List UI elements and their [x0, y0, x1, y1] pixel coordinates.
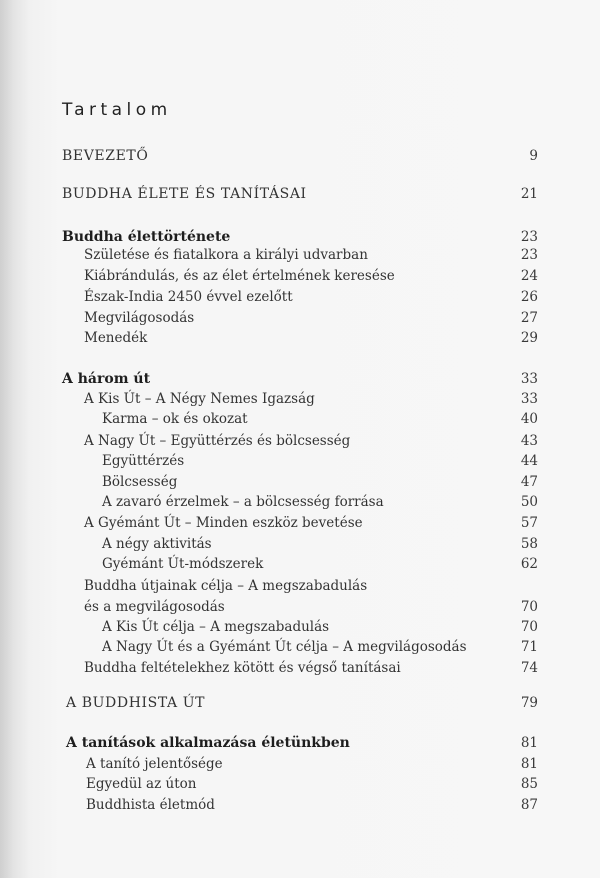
toc-entry-title: Buddha útjainak célja – A megszabadulás — [84, 578, 368, 594]
toc-entry-title: Megvilágosodás — [84, 310, 195, 326]
toc-page-number: 57 — [520, 515, 538, 531]
toc-entry — [0, 513, 600, 533]
toc-entry — [0, 617, 600, 637]
toc-entry — [0, 754, 600, 774]
toc-page-number: 33 — [520, 391, 538, 407]
toc-chapter-title: A három út — [62, 371, 151, 387]
toc-entry — [0, 534, 600, 554]
toc-page-number: 29 — [520, 330, 538, 346]
toc-entry-title: A Nagy Út és a Gyémánt Út célja – A megvilágosodás — [102, 639, 467, 655]
toc-chapter — [0, 369, 600, 389]
toc-chapter — [0, 227, 600, 247]
toc-entry — [0, 576, 600, 596]
toc-chapter — [0, 733, 600, 753]
toc-part-title: A BUDDHISTA ÚT — [66, 695, 206, 711]
toc-page-number: 9 — [529, 148, 538, 164]
toc-page-number: 87 — [520, 797, 538, 813]
toc-part-title: BUDDHA ÉLETE ÉS TANÍTÁSAI — [62, 186, 307, 202]
toc-entry — [0, 245, 600, 265]
toc-entry — [0, 492, 600, 512]
toc-entry-title: és a megvilágosodás — [84, 599, 225, 615]
toc-page-number: 70 — [520, 619, 538, 635]
toc-entry — [0, 451, 600, 471]
toc-entry — [0, 431, 600, 451]
toc-entry-title: A zavaró érzelmek – a bölcsesség forrása — [102, 494, 384, 510]
toc-page-number: 40 — [520, 411, 538, 427]
toc-page-number: 50 — [520, 494, 538, 510]
toc-entry-title: A négy aktivitás — [102, 536, 212, 552]
toc-chapter-title: A tanítások alkalmazása életünkben — [66, 735, 350, 751]
toc-entry — [0, 795, 600, 815]
toc-entry — [0, 472, 600, 492]
toc-entry-title: A Nagy Út – Együttérzés és bölcsesség — [84, 433, 351, 449]
toc-entry — [0, 597, 600, 617]
toc-page-number: 79 — [520, 695, 538, 711]
toc-entry-title: Bölcsesség — [102, 474, 178, 490]
toc-page-number: 33 — [520, 371, 538, 387]
page-title: Tartalom — [62, 100, 172, 120]
toc-entry — [0, 266, 600, 286]
toc-entry-title: Együttérzés — [102, 453, 185, 469]
toc-entry-title: Menedék — [84, 330, 148, 346]
toc-entry — [0, 287, 600, 307]
toc-entry — [0, 658, 600, 678]
toc-page-number: 62 — [520, 556, 538, 572]
toc-entry-title: A Kis Út célja – A megszabadulás — [102, 619, 330, 635]
toc-page-number: 58 — [520, 536, 538, 552]
toc-page-number: 81 — [520, 735, 538, 751]
toc-entry-title: Buddha feltételekhez kötött és végső tanításai — [84, 660, 401, 676]
toc-part — [0, 184, 600, 204]
toc-page-number: 21 — [520, 186, 538, 202]
toc-entry-title: Egyedül az úton — [86, 776, 197, 792]
toc-entry — [0, 308, 600, 328]
toc-entry — [0, 328, 600, 348]
toc-entry-title: Születése és fiatalkora a királyi udvarban — [84, 247, 368, 263]
toc-chapter-title: Buddha élettörténete — [62, 229, 231, 245]
toc-entry — [0, 389, 600, 409]
toc-page-number: 71 — [520, 639, 538, 655]
toc-entry — [0, 554, 600, 574]
toc-page-number: 23 — [520, 247, 538, 263]
toc-entry-title: Észak-India 2450 évvel ezelőtt — [84, 289, 293, 305]
toc-part-title: BEVEZETŐ — [62, 148, 149, 164]
toc-page-number: 85 — [520, 776, 538, 792]
toc-page-number: 81 — [520, 756, 538, 772]
toc-page-number: 47 — [520, 474, 538, 490]
toc-entry — [0, 409, 600, 429]
toc-entry-title: A Kis Út – A Négy Nemes Igazság — [84, 391, 315, 407]
toc-entry-title: Gyémánt Út-módszerek — [102, 556, 264, 572]
toc-page-number: 23 — [520, 229, 538, 245]
toc-part — [0, 146, 600, 166]
toc-page-number: 74 — [520, 660, 538, 676]
toc-entry-title: A tanító jelentősége — [86, 756, 223, 772]
toc-entry-title: A Gyémánt Út – Minden eszköz bevetése — [84, 515, 363, 531]
toc-entry-title: Karma – ok és okozat — [102, 411, 248, 427]
toc-page-number: 24 — [520, 268, 538, 284]
toc-entry-title: Buddhista életmód — [86, 797, 215, 813]
toc-entry — [0, 774, 600, 794]
toc-page-number: 43 — [520, 433, 538, 449]
toc-page-number: 44 — [520, 453, 538, 469]
toc-page-number: 27 — [520, 310, 538, 326]
toc-entry — [0, 637, 600, 657]
toc-part — [0, 693, 600, 713]
toc-entry-title: Kiábrándulás, és az élet értelmének keresése — [84, 268, 395, 284]
toc-page-number: 70 — [520, 599, 538, 615]
toc-page-number: 26 — [520, 289, 538, 305]
